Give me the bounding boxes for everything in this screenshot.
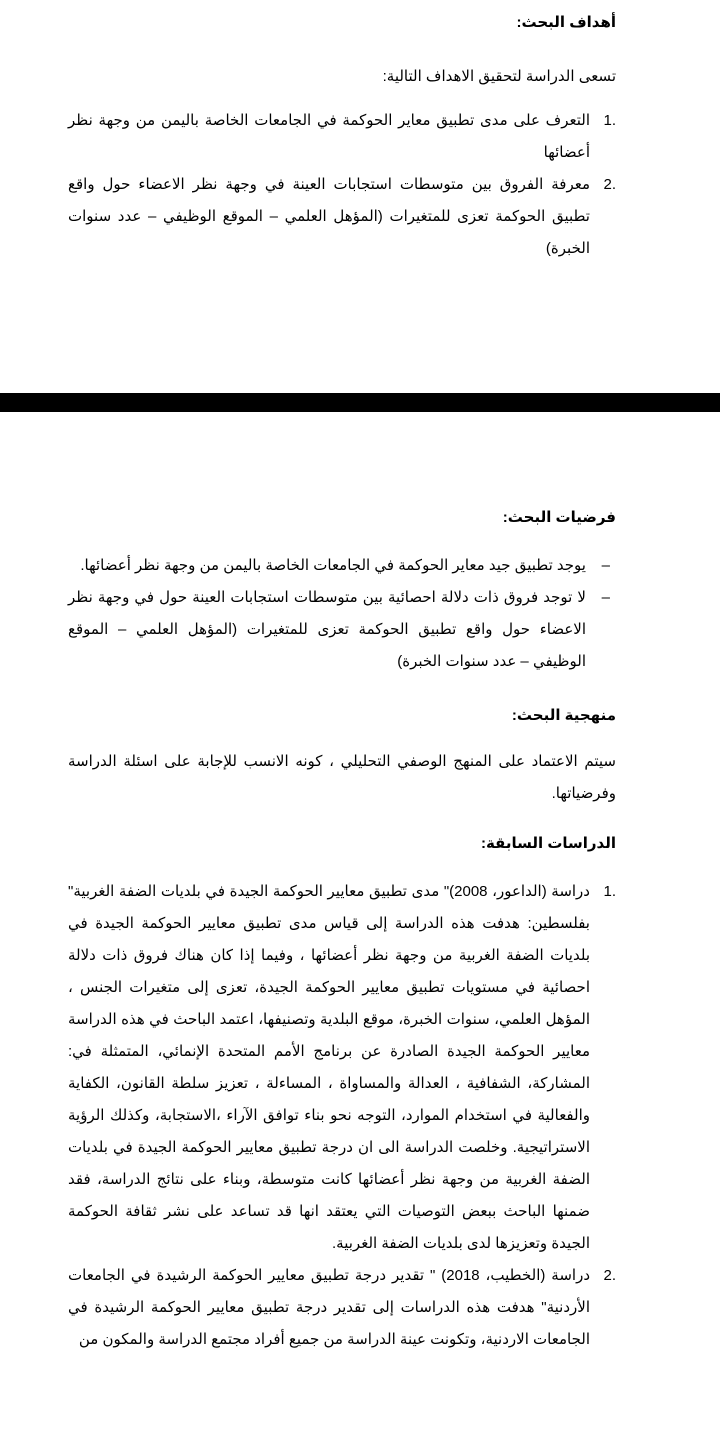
list-number: .2	[603, 176, 616, 193]
objectives-heading: أهداف البحث:	[516, 14, 616, 31]
dash-bullet: –	[601, 589, 610, 606]
hypotheses-list	[68, 550, 616, 678]
list-item-text: معرفة الفروق بين متوسطات استجابات العينة في وجهة نظر الاعضاء حول واقع تطبيق الحوكمة تعزى للمتغيرات (المؤهل العلمي – الموقع الوظيفي – عدد سنوات الخبرة)	[68, 176, 590, 257]
list-number: .2	[603, 1267, 616, 1284]
methodology-heading: منهجية البحث:	[511, 707, 616, 724]
objectives-section	[68, 13, 616, 265]
previous-studies-heading: الدراسات السابقة:	[480, 835, 616, 852]
hypotheses-heading: فرضيات البحث:	[502, 509, 616, 526]
previous-studies-section	[68, 834, 616, 1356]
list-item-text: التعرف على مدى تطبيق معاير الحوكمة في الجامعات الخاصة باليمن من وجهة نظر أعضائها	[68, 112, 590, 161]
list-item-text: دراسة (الداعور، 2008)" مدى تطبيق معايير الحوكمة الجيدة في بلديات الضفة الغربية" بفلسطين: هدفت هذه الدراسة إلى قياس مدى تطبيق معايير الحوكمة الجيدة في بلديات الضفة الغربية من وجهة نظر أعضائها ، وفيما إذا كان هناك فروق ذات دلالة احصائية في مستويات تطبيق معايير الحوكمة الجيدة، تعزى إلى متغيرات الجنس ، المؤهل العلمي، سنوات الخبرة، موقع البلدية وتصنيفها، اعتمد الباحث في هذه الدراسة معايير الحوكمة الجيدة الصادرة عن برنامج الأمم المتحدة الإنمائي، المتمثلة في: المشاركة، الشفافية ، العدالة والمساواة ، المساءلة ، تعزيز سلطة القانون، الكفاية والفعالية في استخدام الموارد، التوجه نحو بناء توافق الآراء ،الاستجابة، وكذلك الرؤية الاستراتيجية. وخلصت الدراسة الى ان درجة تطبيق معايير الحوكمة الجيدة في بلديات الضفة الغربية من وجهة نظر أعضائها كانت متوسطة، وبناء على نتائج الدراسة، فقد ضمنها الباحث ببعض التوصيات التي يعتقد انها قد تساعد على نشر ثقافة الحوكمة الجيدة وتعزيزها لدى بلديات الضفة الغربية.	[68, 883, 590, 1252]
methodology-text: سيتم الاعتماد على المنهج الوصفي التحليلي ، كونه الانسب للإجابة على اسئلة الدراسة وفرضياتها.	[68, 753, 616, 802]
list-item	[68, 550, 616, 582]
list-number: .1	[603, 112, 616, 129]
previous-studies-list	[68, 876, 616, 1356]
list-item-text: دراسة (الخطيب، 2018) " تقدير درجة تطبيق معايير الحوكمة الرشيدة في الجامعات الأردنية" هدفت هذه الدراسات إلى تقدير درجة تطبيق معايير الحوكمة الرشيدة في الجامعات الاردنية، وتكونت عينة الدراسة من جميع أفراد مجتمع الدراسة والمكون من	[68, 1267, 590, 1348]
objectives-intro: تسعى الدراسة لتحقيق الاهداف التالية:	[382, 68, 616, 85]
hypotheses-section	[68, 508, 616, 678]
dash-bullet: –	[601, 557, 610, 574]
list-item	[68, 876, 616, 1260]
list-item	[68, 169, 616, 265]
list-number: .1	[603, 883, 616, 900]
list-item	[68, 582, 616, 678]
list-item	[68, 105, 616, 169]
list-item-text: لا توجد فروق ذات دلالة احصائية بين متوسطات استجابات العينة حول في وجهة نظر الاعضاء حول واقع تطبيق الحوكمة تعزى للمتغيرات (المؤهل العلمي – الموقع الوظيفي – عدد سنوات الخبرة)	[68, 589, 586, 670]
page-separator	[0, 393, 720, 412]
list-item-text: يوجد تطبيق جيد معاير الحوكمة في الجامعات الخاصة باليمن من وجهة نظر أعضائها.	[80, 557, 586, 574]
objectives-list	[68, 105, 616, 265]
document-page-2	[0, 412, 720, 1440]
methodology-section	[68, 706, 616, 810]
list-item	[68, 1260, 616, 1356]
document-page-1	[0, 0, 720, 393]
